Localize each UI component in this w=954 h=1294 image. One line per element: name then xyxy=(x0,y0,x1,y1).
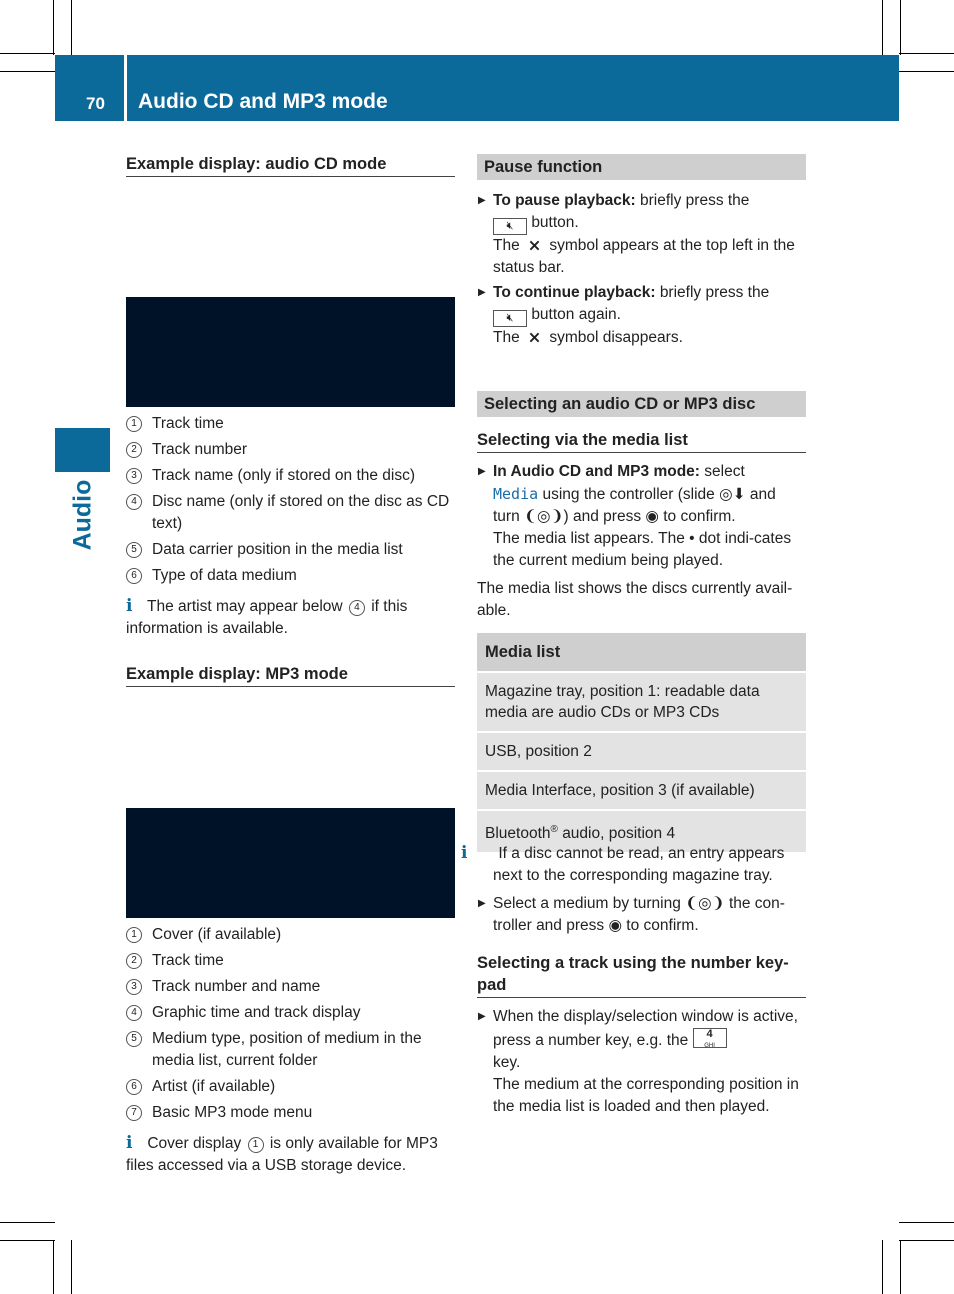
key-letters: GHI xyxy=(704,1043,715,1049)
legend-text: Cover (if available) xyxy=(152,926,282,943)
table-cell: audio, position 4 xyxy=(562,825,676,843)
cd-info-text-a: The artist may appear below xyxy=(147,598,343,615)
crop-mark xyxy=(899,1222,954,1223)
pause-step-text: briefly press the xyxy=(640,192,750,209)
mp3-info-text-a: Cover display xyxy=(147,1135,242,1152)
media-list-paragraph: The media list shows the discs currently avail-able. xyxy=(477,580,793,619)
continue-step-bold: To continue playback: xyxy=(493,284,656,301)
ml-step-text: The media list appears. The xyxy=(493,530,685,547)
disc-info-note xyxy=(461,842,806,887)
key-number: 4 xyxy=(706,1028,713,1040)
keypad-subheading: Selecting a track using the number key-pad xyxy=(477,952,806,998)
cd-example-heading: Example display: audio CD mode xyxy=(126,153,455,177)
continue-step-text: symbol disappears. xyxy=(549,329,683,346)
legend-item xyxy=(126,1102,455,1124)
table-body xyxy=(477,671,806,809)
legend-text: Medium type, position of medium in the media list, current folder xyxy=(152,1030,422,1069)
callout-number: 4 xyxy=(126,1005,142,1021)
crop-mark xyxy=(53,1240,54,1294)
crop-mark xyxy=(899,71,954,72)
ml-step-text: select xyxy=(704,463,745,480)
legend-item xyxy=(126,950,455,972)
pause-symbol-icon: ⨯ xyxy=(528,237,542,254)
number-key-4-icon xyxy=(693,1028,727,1048)
callout-number: 3 xyxy=(126,979,142,995)
controller-turn-icon: ❨◎❩ xyxy=(524,508,564,525)
callout-number: 5 xyxy=(126,542,142,558)
continue-step-text: button again. xyxy=(531,306,621,323)
ml-step-text: and turn xyxy=(493,486,776,525)
controller-turn-icon: ❨◎❩ xyxy=(685,895,725,912)
media-menu-item: Media xyxy=(493,485,539,503)
crop-mark xyxy=(900,0,901,55)
legend-text: Graphic time and track display xyxy=(152,1004,361,1021)
cd-info-note xyxy=(126,595,455,640)
callout-number: 1 xyxy=(126,416,142,432)
kp-step-text: key. xyxy=(493,1054,521,1071)
cd-info-text-b: if this information is available. xyxy=(126,598,408,637)
legend-text: Track time xyxy=(152,952,224,969)
media-list-table xyxy=(477,633,806,852)
crop-mark xyxy=(882,1240,883,1294)
pause-step-bold: To pause playback: xyxy=(493,192,636,209)
ml-step-text: using the controller (slide xyxy=(542,486,715,503)
select-section xyxy=(477,391,806,852)
pause-heading: Pause function xyxy=(477,154,806,180)
pause-step-text: button. xyxy=(531,214,579,231)
legend-text: Basic MP3 mode menu xyxy=(152,1104,313,1121)
legend-text: Data carrier position in the media list xyxy=(152,541,403,558)
header-separator xyxy=(124,55,127,121)
legend-item xyxy=(126,1028,455,1072)
sel-step-text: the con-troller and press xyxy=(493,895,785,934)
crop-mark xyxy=(0,71,55,72)
dot-icon: • xyxy=(689,530,695,547)
sel-step-text: to confirm. xyxy=(626,917,699,934)
page-title: Audio CD and MP3 mode xyxy=(138,90,388,113)
info-icon: i xyxy=(126,596,133,616)
cd-display-screen xyxy=(126,297,455,407)
ml-step-text: to confirm. xyxy=(663,508,736,525)
side-tab xyxy=(58,480,108,550)
table-header: Media list xyxy=(477,633,806,671)
page-number: 70 xyxy=(86,94,105,113)
crop-mark xyxy=(71,1240,72,1294)
registered-mark: ® xyxy=(550,824,558,835)
media-list-subheading: Selecting via the media list xyxy=(477,429,806,453)
ml-step-text: dot indi-cates the current medium being played. xyxy=(493,530,792,569)
callout-number: 5 xyxy=(126,1031,142,1047)
crop-mark xyxy=(0,1222,55,1223)
pause-step-text: symbol appears at the top left in the status bar. xyxy=(493,237,795,276)
legend-item xyxy=(126,491,455,535)
continue-step-text: briefly press the xyxy=(659,284,770,301)
legend-text: Artist (if available) xyxy=(152,1078,276,1095)
callout-number: 6 xyxy=(126,1079,142,1095)
cd-display-screenshot xyxy=(126,180,455,296)
side-tab-marker xyxy=(55,428,110,472)
controller-slide-icon: ◎⬇ xyxy=(719,486,746,503)
mp3-display-screen xyxy=(126,808,455,918)
pause-step-text: The xyxy=(493,237,520,254)
crop-mark xyxy=(882,0,883,55)
crop-mark xyxy=(71,0,72,55)
ml-step-bold: In Audio CD and MP3 mode: xyxy=(493,463,700,480)
continue-step xyxy=(477,282,806,349)
legend-text: Track name (only if stored on the disc) xyxy=(152,467,416,484)
legend-item xyxy=(126,413,455,435)
legend-item xyxy=(126,924,455,946)
legend-item xyxy=(126,439,455,461)
crop-mark xyxy=(0,53,55,54)
mp3-legend xyxy=(126,924,455,1177)
legend-text: Type of data medium xyxy=(152,567,297,584)
mp3-display-screenshot xyxy=(126,691,455,807)
table-row: Media Interface, position 3 (if available) xyxy=(477,770,806,809)
legend-text: Track time xyxy=(152,415,224,432)
continue-step-text: The xyxy=(493,329,520,346)
info-icon: i xyxy=(461,843,468,863)
mp3-info-note xyxy=(126,1132,455,1177)
mp3-section xyxy=(126,663,455,687)
table-row: USB, position 2 xyxy=(477,731,806,770)
cd-legend xyxy=(126,413,455,640)
ml-step-text: ) and press xyxy=(563,508,642,525)
callout-number: 7 xyxy=(126,1105,142,1121)
legend-item xyxy=(126,539,455,561)
callout-number: 4 xyxy=(126,494,142,510)
legend-text: Disc name (only if stored on the disc as CD text) xyxy=(152,493,450,532)
callout-number: 2 xyxy=(126,442,142,458)
lower-right xyxy=(461,842,806,1118)
right-column xyxy=(477,154,806,349)
callout-number: 1 xyxy=(248,1137,264,1153)
kp-step-text: When the display/selection window is active, press a number key, e.g. the xyxy=(493,1008,798,1049)
info-text: If a disc cannot be read, an entry appears next to the corresponding magazine tray. xyxy=(493,845,785,884)
crop-mark xyxy=(0,1240,55,1241)
callout-number: 2 xyxy=(126,953,142,969)
mp3-example-heading: Example display: MP3 mode xyxy=(126,663,455,687)
media-list-step xyxy=(477,461,806,572)
crop-mark xyxy=(900,1240,901,1294)
mp3-info-text-b: is only available for MP3 files accessed via a USB storage device. xyxy=(126,1135,438,1174)
legend-item xyxy=(126,565,455,587)
mp3-legend-list xyxy=(126,924,455,1124)
legend-item xyxy=(126,465,455,487)
info-icon: i xyxy=(126,1133,133,1153)
table-row: Magazine tray, position 1: readable data media are audio CDs or MP3 CDs xyxy=(477,671,806,731)
callout-number: 3 xyxy=(126,468,142,484)
crop-mark xyxy=(53,0,54,55)
legend-item xyxy=(126,1002,455,1024)
pause-symbol-icon: ⨯ xyxy=(528,329,542,346)
pause-step xyxy=(477,190,806,279)
controller-press-icon: ◉ xyxy=(608,917,622,934)
sel-step-text: Select a medium by turning xyxy=(493,895,681,912)
legend-item xyxy=(126,1076,455,1098)
crop-mark xyxy=(899,1240,954,1241)
side-tab-label: Audio xyxy=(68,479,97,551)
table-cell: Bluetooth xyxy=(485,825,551,843)
kp-step-text: The medium at the corresponding position in the media list is loaded and then played. xyxy=(493,1076,799,1115)
callout-number: 4 xyxy=(349,600,365,616)
controller-press-icon: ◉ xyxy=(645,508,659,525)
mute-key-icon: 🔇︎ xyxy=(493,310,527,327)
keypad-step xyxy=(477,1006,806,1118)
callout-number: 6 xyxy=(126,568,142,584)
legend-text: Track number and name xyxy=(152,978,321,995)
mute-key-icon: 🔇︎ xyxy=(493,218,527,235)
left-column xyxy=(126,153,455,177)
cd-legend-list xyxy=(126,413,455,587)
select-medium-step xyxy=(477,893,806,937)
legend-item xyxy=(126,976,455,998)
legend-text: Track number xyxy=(152,441,248,458)
select-heading: Selecting an audio CD or MP3 disc xyxy=(477,391,806,417)
callout-number: 1 xyxy=(126,927,142,943)
crop-mark xyxy=(899,53,954,54)
